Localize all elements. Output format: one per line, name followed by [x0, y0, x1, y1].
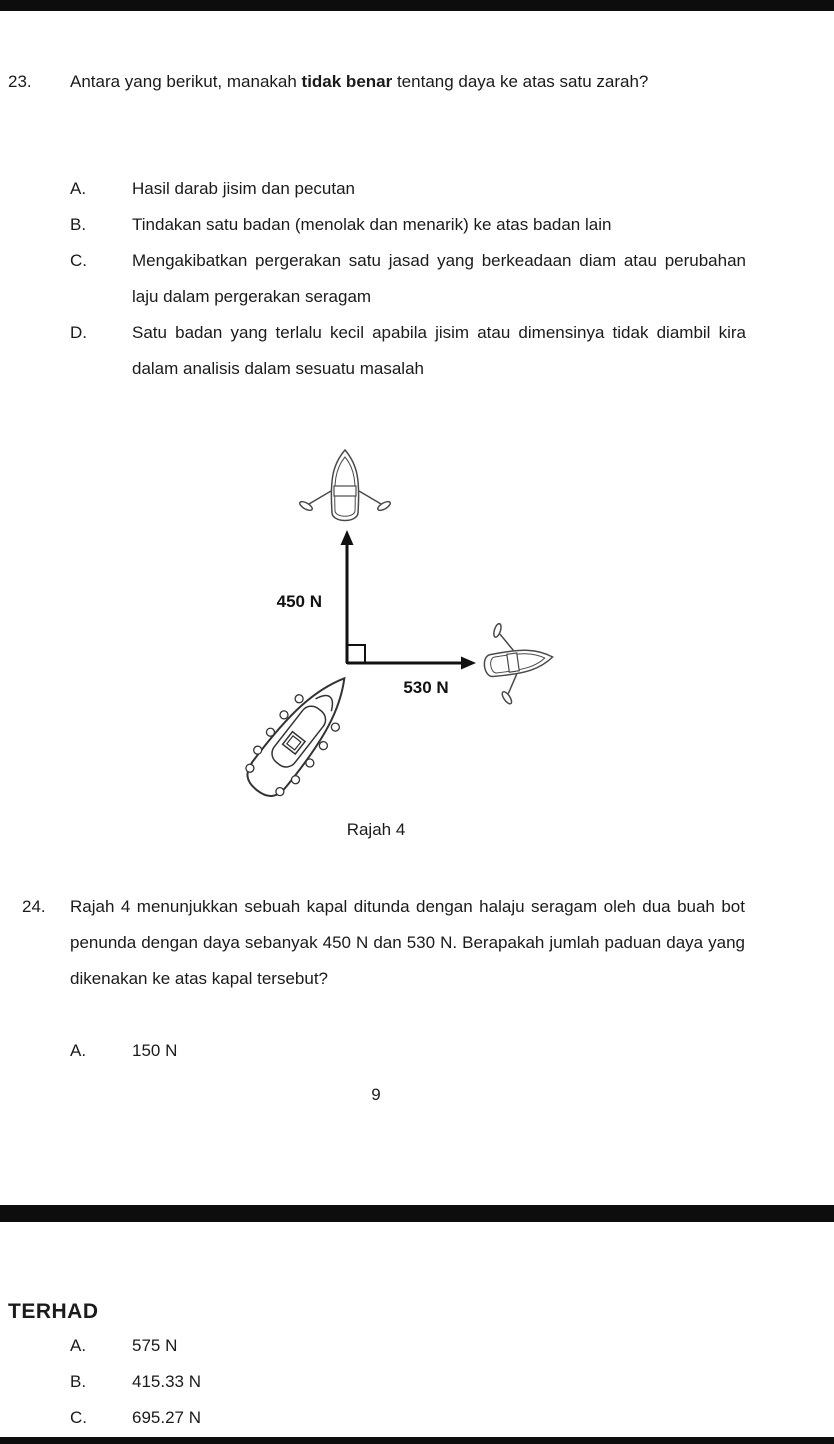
figure-rajah-4	[0, 435, 834, 825]
option-b-text: 415.33 N	[132, 1372, 201, 1391]
force-right-value: 530 N	[403, 678, 449, 697]
rowboat-right-icon	[479, 616, 559, 708]
question-23-options	[70, 171, 746, 387]
option-a-label: A.	[70, 1041, 87, 1060]
question-24-text: Rajah 4 menunjukkan sebuah kapal ditunda dengan halaju seragam oleh dua buah bot penunda dengan daya sebanyak 450 N dan 530 N. Berapakah jumlah paduan daya yang dikenakan ke atas kapal tersebut?	[70, 897, 745, 988]
option-a-text: 575 N	[132, 1336, 178, 1355]
option-a-text: Hasil darab jisim dan pecutan	[132, 179, 356, 198]
page-break-bar	[0, 1205, 834, 1222]
question-24-options	[70, 1033, 746, 1069]
option-a	[70, 171, 746, 207]
force-arrow-up	[341, 530, 354, 663]
page-number: 9	[371, 1085, 381, 1104]
page-bottom-edge-bar	[0, 1437, 834, 1444]
option-a-label: A.	[70, 179, 87, 198]
option-a	[70, 1033, 746, 1069]
option-b-text: Tindakan satu badan (menolak dan menarik) ke atas badan lain	[132, 215, 612, 234]
option-c	[70, 1400, 746, 1436]
question-24	[22, 889, 745, 997]
option-c-text: Mengakibatkan pergerakan satu jasad yang berkeadaan diam atau perubahan laju dalam pergerakan seragam	[132, 251, 746, 306]
force-up-value: 450 N	[276, 592, 322, 611]
option-c	[70, 243, 746, 315]
force-arrow-right	[347, 657, 476, 670]
question-23-text-part2: tentang daya ke atas satu zarah?	[392, 72, 649, 91]
question-23-text	[70, 64, 745, 100]
question-23-text-bold: tidak benar	[301, 72, 393, 91]
option-c-label: C.	[70, 1408, 87, 1427]
option-b-label: B.	[70, 215, 87, 234]
question-24-number: 24.	[22, 897, 46, 916]
option-d	[70, 315, 746, 387]
question-23-number: 23.	[8, 72, 32, 91]
option-c-label: C.	[70, 251, 87, 270]
question-23-text-part1: Antara yang berikut, manakah	[70, 72, 302, 91]
option-a-label: A.	[70, 1336, 87, 1355]
question-23	[8, 64, 745, 100]
page-top-edge-bar	[0, 0, 834, 11]
option-d-label: D.	[70, 323, 87, 342]
option-a	[70, 1328, 746, 1364]
option-b	[70, 207, 746, 243]
option-b-label: B.	[70, 1372, 87, 1391]
right-angle-marker	[347, 645, 365, 663]
option-d-text: Satu badan yang terlalu kecil apabila jisim atau dimensinya tidak diambil kira dalam analisis dalam sesuatu masalah	[132, 323, 746, 378]
ship-icon	[234, 660, 367, 808]
next-page-options	[70, 1328, 746, 1436]
option-a-text: 150 N	[132, 1041, 178, 1060]
classification-label: TERHAD	[8, 1300, 99, 1323]
option-c-text: 695.27 N	[132, 1408, 201, 1427]
option-b	[70, 1364, 746, 1400]
rowboat-top-icon	[298, 450, 391, 521]
figure-caption: Rajah 4	[346, 820, 406, 839]
